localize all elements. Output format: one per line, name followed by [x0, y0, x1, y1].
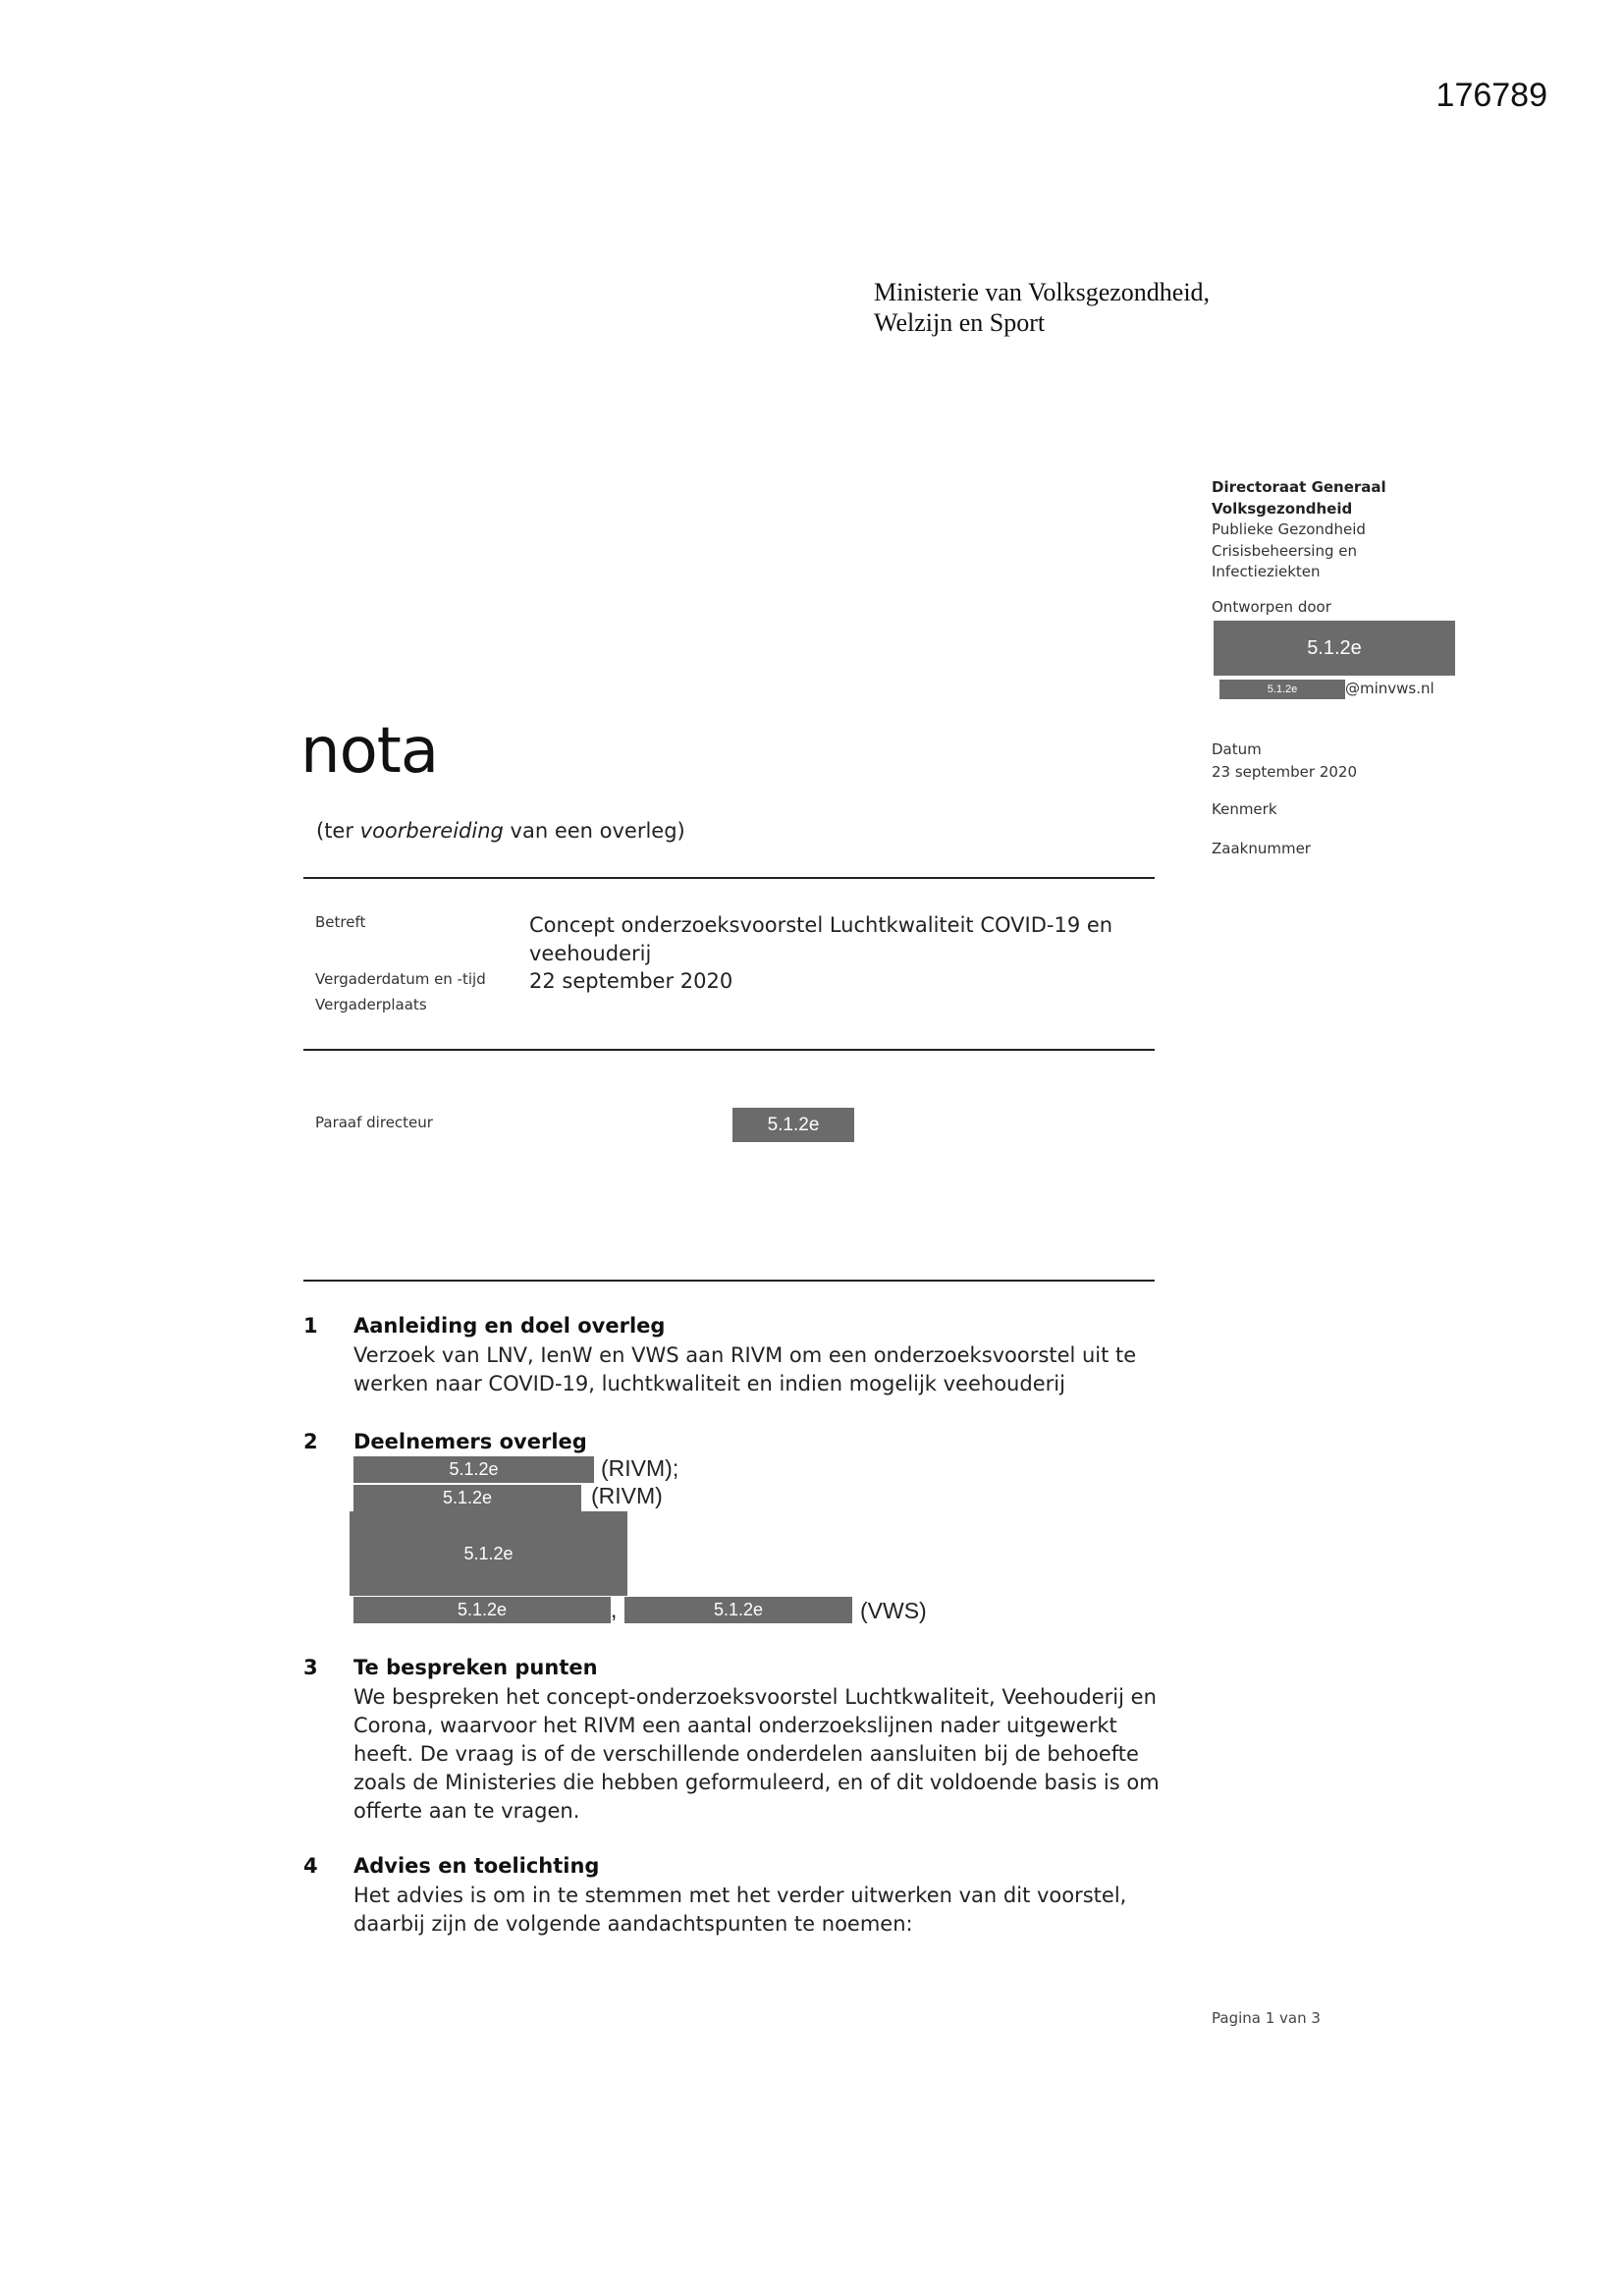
body-line: We bespreken het concept-onderzoeksvoorstel Luchtkwaliteit, Veehouderij en [353, 1685, 1157, 1709]
section-body [353, 1882, 1198, 1939]
designed-by-label: Ontworpen door [1212, 598, 1331, 616]
redaction-participant: 5.1.2e [353, 1456, 594, 1483]
section-heading: Aanleiding en doel overleg [353, 1314, 666, 1338]
section-body [353, 1341, 1198, 1398]
dept-line: Infectieziekten [1212, 563, 1321, 580]
redaction-participant: 5.1.2e [353, 1597, 611, 1623]
meeting-datetime-label: Vergaderdatum en -tijd [315, 970, 486, 988]
email-domain: @minvws.nl [1345, 680, 1435, 697]
participant-affiliation: (VWS) [860, 1598, 927, 1623]
date-label: Datum [1212, 740, 1262, 758]
divider [303, 877, 1155, 879]
redaction-paraaf: 5.1.2e [732, 1108, 854, 1142]
section-heading: Deelnemers overleg [353, 1430, 587, 1453]
section-heading: Advies en toelichting [353, 1854, 600, 1878]
document-subtitle [316, 819, 685, 843]
dept-line: Directoraat Generaal [1212, 478, 1386, 496]
body-line: Het advies is om in te stemmen met het verder uitwerken van dit voorstel, [353, 1884, 1127, 1907]
document-title: nota [300, 715, 439, 788]
section-number: 2 [303, 1430, 318, 1453]
redaction-participant: 5.1.2e [353, 1485, 581, 1511]
ministry-name [874, 277, 1210, 338]
redaction-designed-by: 5.1.2e [1214, 621, 1455, 676]
subtitle-emphasis: voorbereiding [359, 819, 504, 843]
document-number: 176789 [1435, 77, 1547, 114]
paraaf-label: Paraaf directeur [315, 1114, 433, 1131]
participant-affiliation: (RIVM) [591, 1483, 663, 1508]
section-number: 4 [303, 1854, 318, 1878]
dept-line: Volksgezondheid [1212, 499, 1353, 518]
body-line: offerte aan te vragen. [353, 1799, 580, 1823]
body-line: zoals de Ministeries die hebben geformuleerd, en of dit voldoende basis is om [353, 1771, 1160, 1794]
section-number: 3 [303, 1656, 318, 1679]
body-line: heeft. De vraag is of de verschillende onderdelen aansluiten bij de behoefte [353, 1742, 1139, 1766]
page-number: Pagina 1 van 3 [1212, 2009, 1321, 2027]
case-number-label: Zaaknummer [1212, 840, 1311, 857]
section-number: 1 [303, 1314, 318, 1338]
participant-affiliation: (RIVM); [601, 1455, 679, 1481]
section-heading: Te bespreken punten [353, 1656, 598, 1679]
meeting-place-label: Vergaderplaats [315, 996, 427, 1013]
subject-line: veehouderij [529, 942, 652, 965]
subject-label: Betreft [315, 913, 366, 931]
body-line: werken naar COVID-19, luchtkwaliteit en indien mogelijk veehouderij [353, 1372, 1065, 1395]
dept-line: Publieke Gezondheid [1212, 520, 1366, 538]
redaction-participant-block: 5.1.2e [350, 1511, 627, 1596]
meeting-datetime-value: 22 september 2020 [529, 969, 733, 993]
subject-value [529, 911, 1148, 968]
subtitle-suffix: van een overleg) [503, 819, 685, 843]
ministry-name-line2: Welzijn en Sport [874, 308, 1046, 337]
subtitle-prefix: (ter [316, 819, 360, 843]
body-line: daarbij zijn de volgende aandachtspunten te noemen: [353, 1912, 913, 1936]
dept-line: Crisisbeheersing en [1212, 541, 1358, 560]
sidebar-department [1212, 477, 1506, 583]
section-body [353, 1683, 1198, 1826]
participant-separator: , [611, 1597, 618, 1622]
subject-line: Concept onderzoeksvoorstel Luchtkwaliteit COVID-19 en [529, 913, 1113, 937]
body-line: Corona, waarvoor het RIVM een aantal onderzoekslijnen nader uitgewerkt [353, 1714, 1117, 1737]
redaction-email: 5.1.2e [1219, 680, 1345, 699]
divider [303, 1280, 1155, 1282]
ministry-name-line1: Ministerie van Volksgezondheid, [874, 278, 1211, 306]
date-value: 23 september 2020 [1212, 763, 1358, 781]
reference-label: Kenmerk [1212, 800, 1277, 818]
body-line: Verzoek van LNV, IenW en VWS aan RIVM om een onderzoeksvoorstel uit te [353, 1343, 1137, 1367]
redaction-participant: 5.1.2e [624, 1597, 852, 1623]
divider [303, 1049, 1155, 1051]
